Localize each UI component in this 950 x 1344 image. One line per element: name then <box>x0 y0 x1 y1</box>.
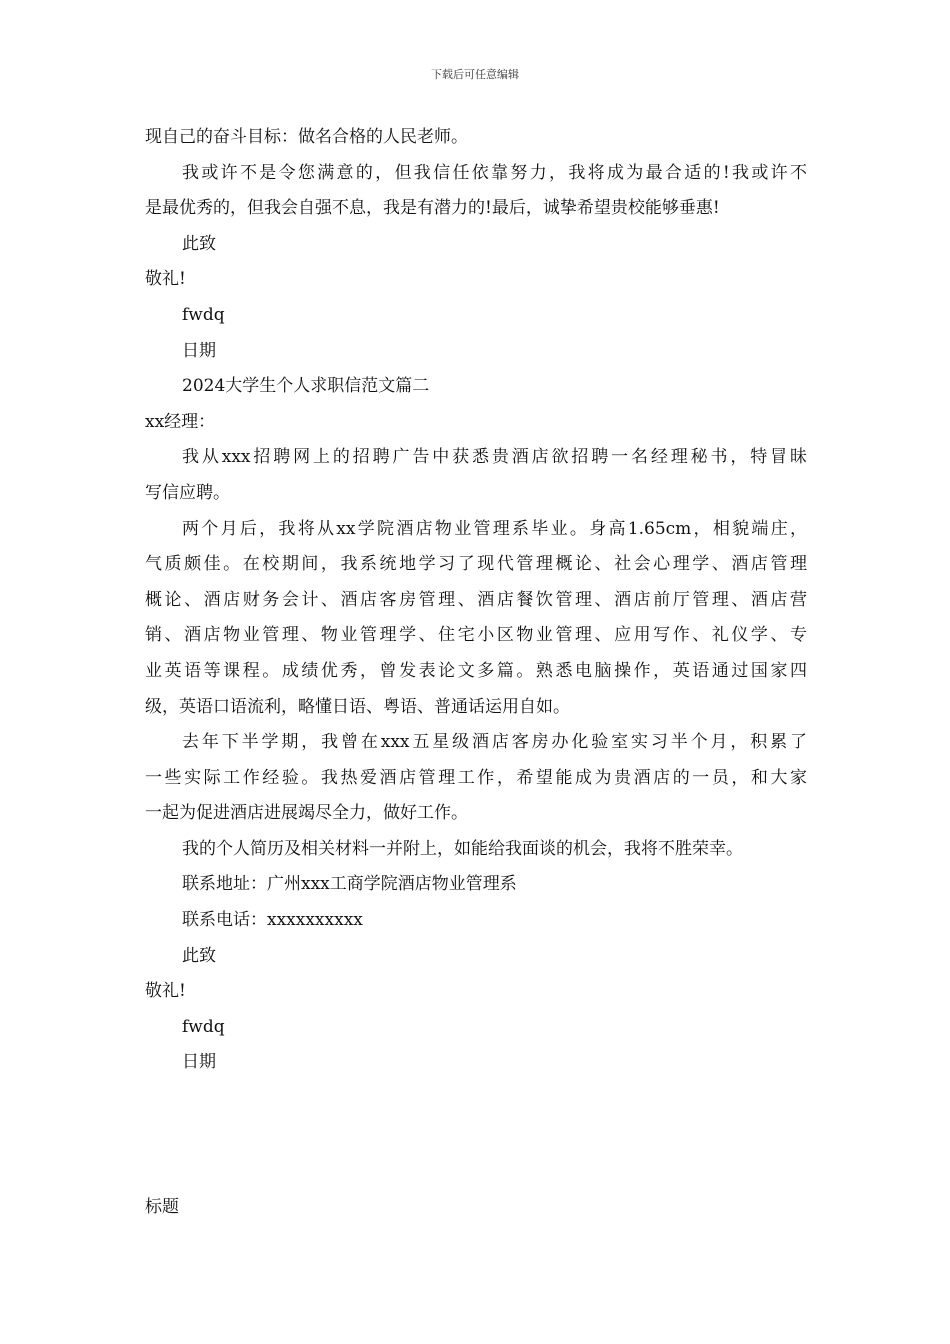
text-line: 销、酒店物业管理、物业管理学、住宅小区物业管理、应用写作、礼仪学、专 <box>145 625 807 646</box>
text-line: 敬礼! <box>145 981 186 1002</box>
text-line: fwdq <box>182 1016 225 1037</box>
letter-body <box>145 120 807 1081</box>
text-line: 2024大学生个人求职信范文篇二 <box>182 376 430 397</box>
text-line: 两个月后，我将从xx学院酒店物业管理系毕业。身高1.65cm，相貌端庄， <box>182 518 807 539</box>
text-line: 一起为促进酒店进展竭尽全力，做好工作。 <box>145 803 468 824</box>
text-line: 此致 <box>182 233 216 254</box>
text-line: 此致 <box>182 945 216 966</box>
text-line: 是最优秀的，但我会自强不息，我是有潜力的!最后，诚挚希望贵校能够垂惠! <box>145 198 720 219</box>
footer-title: 标题 <box>145 1197 179 1217</box>
text-line: 联系电话：xxxxxxxxxx <box>182 910 363 931</box>
text-line: xx经理： <box>145 411 216 432</box>
text-line: 现自己的奋斗目标：做名合格的人民老师。 <box>145 127 468 147</box>
text-line: 日期 <box>182 340 216 361</box>
text-line: 联系地址：广州xxx工商学院酒店物业管理系 <box>182 874 517 895</box>
text-line: 我的个人简历及相关材料一并附上，如能给我面谈的机会，我将不胜荣幸。 <box>182 838 743 859</box>
text-line: 业英语等课程。成绩优秀，曾发表论文多篇。熟悉电脑操作，英语通过国家四 <box>145 660 807 681</box>
text-line: 写信应聘。 <box>145 482 230 503</box>
text-line: 级，英语口语流利，略懂日语、粤语、普通话运用自如。 <box>145 696 570 717</box>
text-line: 我从xxx招聘网上的招聘广告中获悉贵酒店欲招聘一名经理秘书，特冒昧 <box>182 447 807 468</box>
text-line: 一些实际工作经验。我热爱酒店管理工作，希望能成为贵酒店的一员，和大家 <box>145 767 807 788</box>
text-line: 敬礼! <box>145 269 186 290</box>
text-line: 我或许不是令您满意的，但我信任依靠努力，我将成为最合适的!我或许不 <box>182 162 807 183</box>
text-line: 日期 <box>182 1052 216 1073</box>
page-header: 下载后可任意编辑 <box>431 68 519 81</box>
text-line: 概论、酒店财务会计、酒店客房管理、酒店餐饮管理、酒店前厅管理、酒店营 <box>145 589 807 610</box>
text-line: fwdq <box>182 304 225 325</box>
text-line: 气质颇佳。在校期间，我系统地学习了现代管理概论、社会心理学、酒店管理 <box>145 554 807 575</box>
text-line: 去年下半学期，我曾在xxx五星级酒店客房办化验室实习半个月，积累了 <box>182 732 807 753</box>
